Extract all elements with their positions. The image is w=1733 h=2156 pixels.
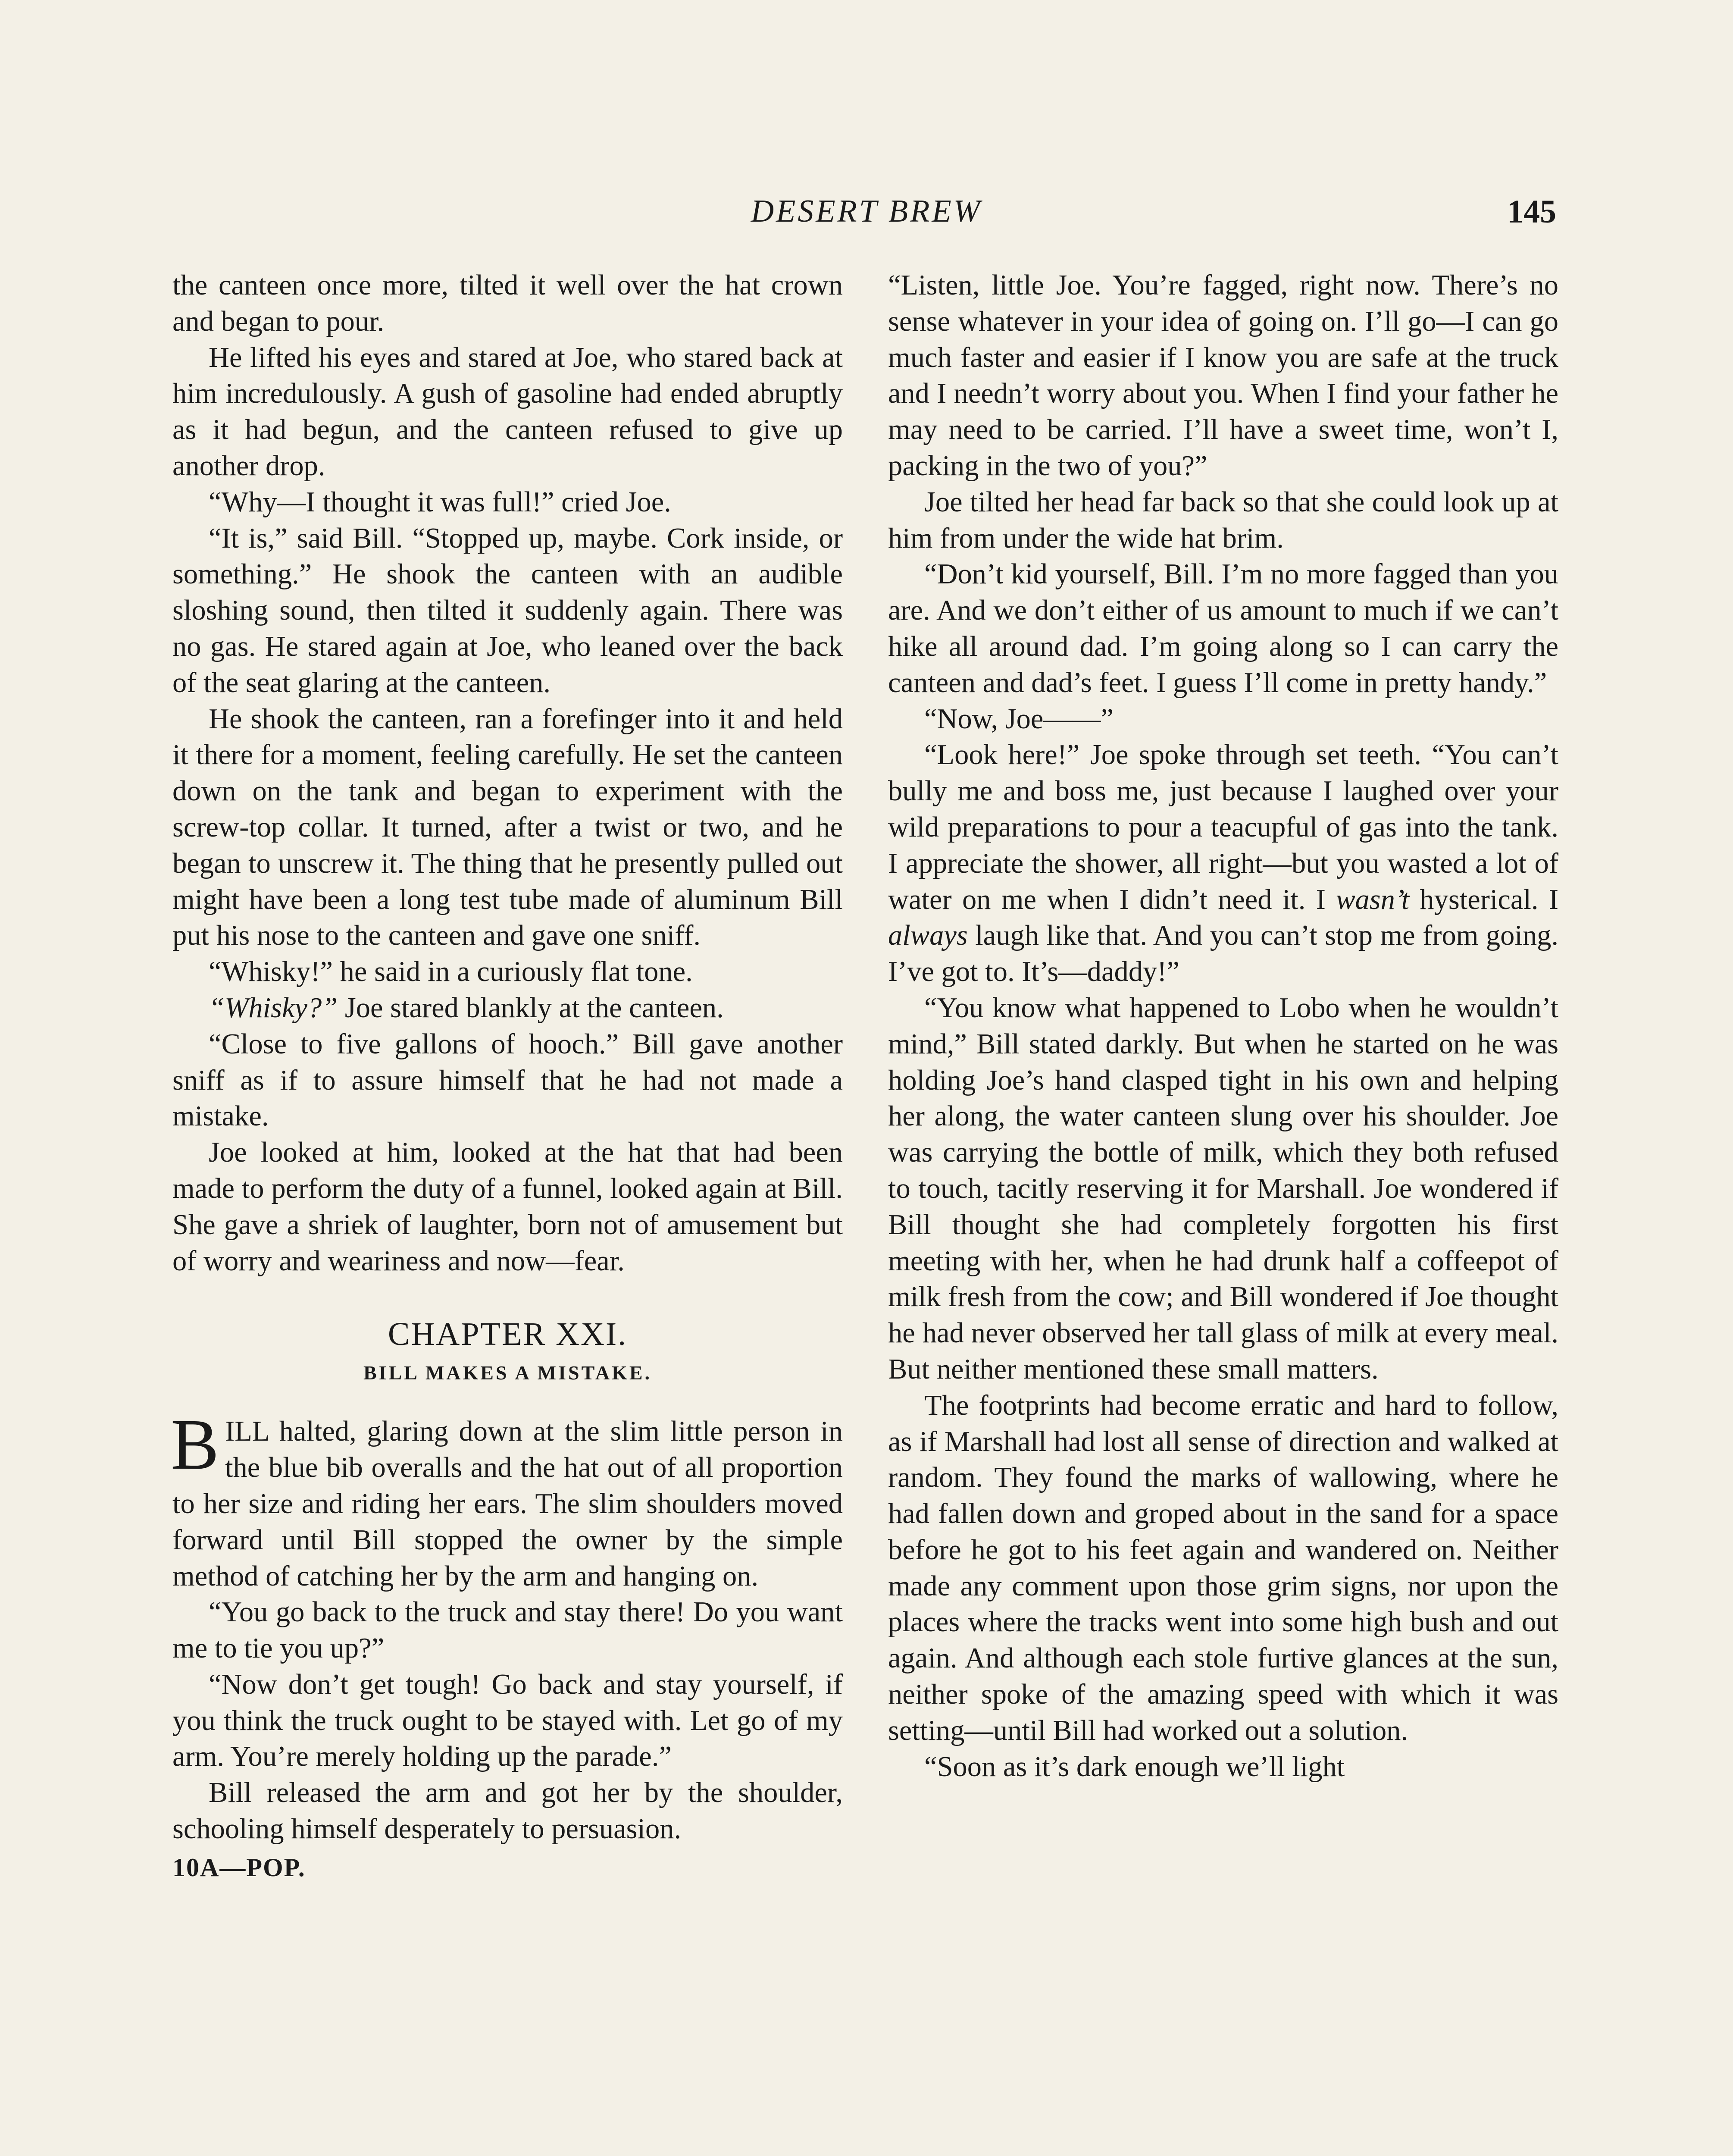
paragraph-text: ILL halted, glaring down at the slim little person in the blue bib overalls and the hat out of all proportion to her size and riding her ears. The slim shoulders moved forward until Bill stopped the owner by the simple method of catching her by the arm and hanging on.	[172, 1416, 843, 1592]
paragraph-text: laugh like that. And you can’t stop me from going. I’ve got to. It’s—daddy!”	[888, 920, 1558, 988]
chapter-title: CHAPTER XXI.	[388, 1316, 628, 1353]
paragraph: “Whisky!” he said in a curiously flat tone.	[209, 956, 693, 988]
page-header	[172, 193, 1561, 241]
paragraph: the canteen once more, tilted it well over the hat crown and began to pour.	[172, 270, 843, 337]
paragraph-text: Joe stared blankly at the canteen.	[338, 992, 724, 1024]
left-column	[172, 267, 843, 1886]
paragraph-text: “Look here!” Joe spoke through set teeth. “You can’t bully me and boss me, just because I laughed over your wild preparations to pour a teacupful of gas into the tank. I appreciate the shower, all right—but you wasted a lot of water on me when I didn’t need it. I	[888, 739, 1558, 915]
footer-signature: 10A—POP.	[172, 1853, 306, 1882]
paragraph: “Listen, little Joe. You’re fagged, right now. There’s no sense whatever in your idea of going on. I’ll go—I can go much faster and easier if I know you are safe at the truck and I needn’t worry about you. When I find your father he may need to be carried. I’ll have a sweet time, won’t I, packing in the two of you?”	[888, 270, 1558, 482]
paragraph: “Why—I thought it was full!” cried Joe.	[209, 486, 671, 518]
paragraph: “You go back to the truck and stay there! Do you want me to tie you up?”	[172, 1596, 843, 1664]
paragraph: “Now, Joe——”	[924, 703, 1114, 735]
running-title: DESERT BREW	[751, 194, 982, 229]
chapter-subtitle: BILL MAKES A MISTAKE.	[363, 1362, 652, 1384]
paragraph: He lifted his eyes and stared at Joe, who stared back at him incredulously. A gush of gasoline had ended abruptly as it had begun, and the canteen refused to give up another drop.	[172, 342, 843, 482]
paragraph: The footprints had become erratic and hard to follow, as if Marshall had lost all sense of direction and walked at random. They found the marks of wallowing, where he had fallen down and groped about in the sand for a space before he got to his feet again and wandered on. Neither made any comment upon those grim signs, nor upon the places where the tracks went into some high bush and out again. And although each stole furtive glances at the sun, neither spoke of the amazing speed with which it was setting—until Bill had worked out a solution.	[888, 1389, 1558, 1746]
paragraph: “Close to five gallons of hooch.” Bill gave another sniff as if to assure himself that he had not made a mistake.	[172, 1028, 843, 1132]
paragraph-text: hysterical. I	[1409, 884, 1558, 915]
paragraph: He shook the canteen, ran a forefinger into it and held it there for a moment, feeling carefully. He set the canteen down on the tank and began to experiment with the screw-top collar. It turned, after a twist or two, and he began to unscrew it. The thing that he presently pulled out might have been a long test tube made of aluminum Bill put his nose to the canteen and gave one sniff.	[172, 703, 843, 952]
right-column	[888, 267, 1558, 1785]
emphasis-text: “Whisky?”	[209, 992, 338, 1024]
paragraph	[888, 737, 1558, 990]
paragraph: “Now don’t get tough! Go back and stay yourself, if you think the truck ought to be stayed with. Let go of my arm. You’re merely holding up the parade.”	[172, 1668, 843, 1773]
paragraph: “Soon as it’s dark enough we’ll light	[924, 1751, 1345, 1783]
paragraph: Bill released the arm and got her by the shoulder, schooling himself desperately to persuasion.	[172, 1777, 843, 1845]
chapter-heading	[172, 1313, 843, 1390]
paragraph: Joe tilted her head far back so that she could look up at him from under the wide hat brim.	[888, 486, 1558, 554]
paragraph: Joe looked at him, looked at the hat that had been made to perform the duty of a funnel, looked again at Bill. She gave a shriek of laughter, born not of amusement but of worry and weariness and now—fear.	[172, 1137, 843, 1277]
page-number: 145	[1507, 194, 1556, 230]
emphasis-text: wasn’t	[1336, 884, 1410, 915]
emphasis-text: always	[888, 920, 968, 952]
paragraph: “You know what happened to Lobo when he wouldn’t mind,” Bill stated darkly. But when he started on he was holding Joe’s hand clasped tight in his own and helping her along, the water canteen slung over his shoulder. Joe was carrying the bottle of milk, which they both refused to touch, tacitly reserving it for Marshall. Joe wondered if Bill thought she had completely forgotten his first meeting with her, when he had drunk half a coffeepot of milk fresh from the cow; and Bill wondered if Joe thought he had never observed her tall glass of milk at every meal. But neither mentioned these small matters.	[888, 992, 1558, 1385]
paragraph: “Don’t kid yourself, Bill. I’m no more fagged than you are. And we don’t either of us amount to much if we can’t hike all around dad. I’m going along so I can carry the canteen and dad’s feet. I guess I’ll come in pretty handy.”	[888, 558, 1558, 699]
paragraph: “It is,” said Bill. “Stopped up, maybe. Cork inside, or something.” He shook the canteen with an audible sloshing sound, then tilted it suddenly again. There was no gas. He stared again at Joe, who leaned over the back of the seat glaring at the canteen.	[172, 522, 843, 699]
drop-cap: B	[171, 1404, 219, 1485]
chapter-opening-paragraph	[171, 1404, 843, 1594]
paragraph	[172, 990, 843, 1026]
